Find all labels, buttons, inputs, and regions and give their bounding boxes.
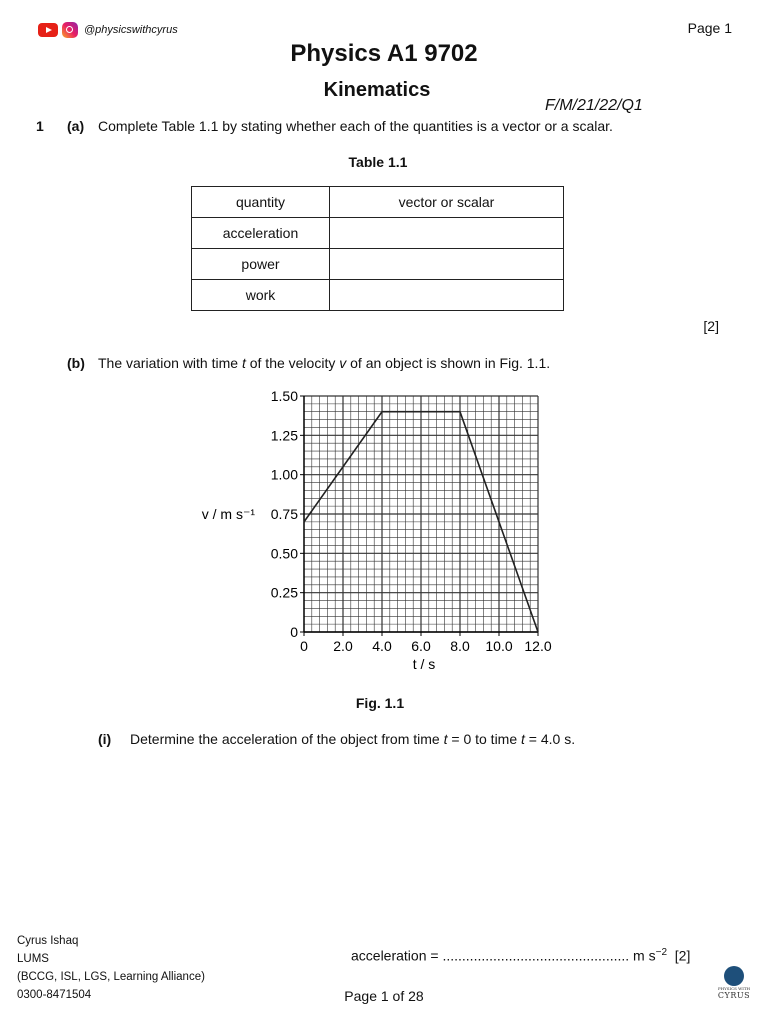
part-i-label: (i) xyxy=(98,731,112,747)
x-tick-label: 4.0 xyxy=(372,638,392,654)
table-caption: Table 1.1 xyxy=(348,154,408,170)
answer-marks: [2] xyxy=(674,947,691,964)
y-tick-label: 1.50 xyxy=(270,388,298,404)
brand-logo: PHYSICS WITH CYRUS xyxy=(712,966,756,1000)
graph-grid xyxy=(304,396,538,632)
page-title: Physics A1 9702 xyxy=(290,40,478,67)
y-tick-label: 1.25 xyxy=(270,427,298,444)
figure-caption: Fig. 1.1 xyxy=(355,695,405,711)
paper-code: F/M/21/22/Q1 xyxy=(545,97,643,114)
x-tick-label: 8.0 xyxy=(450,638,470,654)
table-header-type: vector or scalar xyxy=(330,187,564,218)
y-axis-label: v / m s⁻¹ xyxy=(201,506,255,522)
author-institutions: (BCCG, ISL, LGS, Learning Alliance) xyxy=(17,971,205,983)
part-a-marks: [2] xyxy=(703,318,719,334)
table-header-quantity: quantity xyxy=(192,187,330,218)
part-a-label: (a) xyxy=(67,118,85,134)
author-name: Cyrus Ishaq xyxy=(17,935,79,947)
graph-ticks xyxy=(271,388,552,654)
page-number: Page 1 of 28 xyxy=(344,988,424,1004)
question-number: 1 xyxy=(36,118,44,134)
part-i-text: Determine the acceleration of the object from time t = 0 to time t = 4.0 s. xyxy=(130,731,576,747)
page-subtitle: Kinematics xyxy=(323,79,431,101)
logo-icon xyxy=(724,966,744,986)
answer-dots[interactable]: ................................................ xyxy=(442,947,630,964)
x-tick-label: 12.0 xyxy=(524,638,552,654)
quantity-cell: work xyxy=(192,280,330,311)
part-b-label: (b) xyxy=(67,355,85,371)
part-b-text: The variation with time t of the velocity v of an object is shown in Fig. 1.1. xyxy=(98,355,551,371)
y-tick-label: 0.25 xyxy=(270,584,298,601)
x-tick-label: 2.0 xyxy=(333,638,353,654)
y-tick-label: 1.00 xyxy=(270,466,298,483)
page-label: Page 1 xyxy=(687,20,732,36)
answer-line[interactable]: acceleration = ................................................ m $s^{-2}$ [2] xyxy=(351,947,691,964)
x-axis-label: t / s xyxy=(412,656,436,672)
quantity-cell: power xyxy=(192,249,330,280)
author-phone: 0300-8471504 xyxy=(17,989,92,1001)
x-tick-label: 0 xyxy=(300,638,308,654)
author-university: LUMS xyxy=(17,953,49,965)
part-a-text: Complete Table 1.1 by stating whether each of the quantities is a vector or a scalar. xyxy=(98,118,613,134)
x-tick-label: 6.0 xyxy=(411,638,431,654)
social-handle: @physicswithcyrus xyxy=(84,24,178,36)
x-tick-label: 10.0 xyxy=(485,638,513,654)
y-tick-label: 0 xyxy=(290,624,298,640)
quantity-cell: acceleration xyxy=(192,218,330,249)
y-tick-label: 0.50 xyxy=(270,545,298,562)
y-tick-label: 0.75 xyxy=(270,506,298,522)
